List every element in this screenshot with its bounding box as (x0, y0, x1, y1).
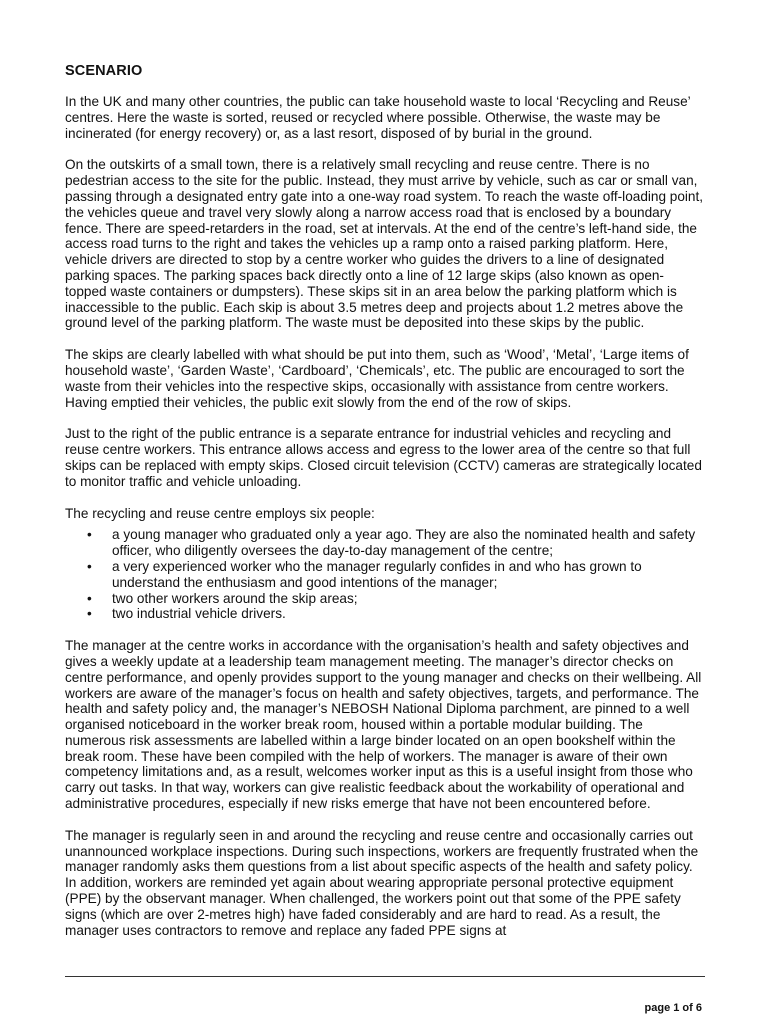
paragraph-manager-objectives: The manager at the centre works in accordance with the organisation’s health and safety objectives and gives a weekly update at a leadership team management meeting. The manager’s director checks on centre performance, and openly provides support to the young manager and checks on their wellbeing. All workers are aware of the manager’s focus on health and safety objectives, targets, and performance. The health and safety policy and, the manager’s NEBOSH National Diploma parchment, are pinned to a well organised noticeboard in the worker break room, housed within a portable modular building. The numerous risk assessments are labelled within a large binder located on an open bookshelf within the break room. These have been compiled with the help of workers. The manager is aware of their own competency limitations and, as a result, welcomes worker input as this is a useful insight from those who carry out tasks. In that way, workers can give realistic feedback about the workability of operational and administrative procedures, especially if new risks emerge that have not been encountered before. (65, 638, 702, 812)
list-item-text: two other workers around the skip areas; (112, 590, 358, 606)
bullet-icon: • (87, 590, 92, 606)
page-number: page 1 of 6 (644, 1002, 702, 1014)
employee-list (65, 527, 705, 622)
list-item (65, 527, 705, 559)
paragraph-intro-uk-recycling: In the UK and many other countries, the public can take household waste to local ‘Recycling and Reuse’ centres. Here the waste is sorted, reused or recycled where possible. Otherwise, the waste may be incinerated (for energy recovery) or, as a last resort, disposed of by burial in the ground. (65, 94, 691, 141)
section-heading: SCENARIO (65, 63, 143, 79)
bullet-icon: • (87, 558, 92, 574)
list-item (65, 591, 705, 607)
paragraph-site-description: On the outskirts of a small town, there is a relatively small recycling and reuse centre. There is no pedestrian access to the site for the public. Instead, they must arrive by vehicle, such as car or small van, passing through a designated entry gate into a one-way road system. To reach the waste off-loading point, the vehicles queue and travel very slowly along a narrow access road that is enclosed by a boundary fence. There are speed-retarders in the road, set at intervals. At the end of the centre’s left-hand side, the access road turns to the right and takes the vehicles up a ramp onto a raised parking platform. Here, vehicle drivers are directed to stop by a centre worker who guides the drivers to a line of designated parking spaces. The parking spaces back directly onto a line of 12 large skips (also known as open-topped waste containers or dumpsters). These skips sit in an area below the parking platform which is inaccessible to the public. Each skip is about 3.5 metres deep and projects about 1.2 metres above the ground level of the parking platform. The waste must be deposited into these skips by the public. (65, 157, 704, 331)
list-item (65, 606, 705, 622)
document-page (65, 62, 705, 954)
footer-divider (65, 976, 705, 977)
list-item-text: a young manager who graduated only a year ago. They are also the nominated health and safety officer, who diligently oversees the day-to-day management of the centre; (112, 527, 696, 559)
list-item-text: a very experienced worker who the manager regularly confides in and who has grown to understand the enthusiasm and good intentions of the manager; (112, 558, 642, 590)
list-item (65, 559, 705, 591)
bullet-icon: • (87, 527, 92, 543)
list-item-text: two industrial vehicle drivers. (112, 606, 286, 622)
paragraph-employees-intro: The recycling and reuse centre employs six people: (65, 505, 375, 521)
paragraph-industrial-entrance: Just to the right of the public entrance is a separate entrance for industrial vehicles and recycling and reuse centre workers. This entrance allows access and egress to the lower area of the centre so that full skips can be replaced with empty skips. Closed circuit television (CCTV) cameras are strategically located to monitor traffic and vehicle unloading. (65, 426, 702, 489)
paragraph-inspections: The manager is regularly seen in and around the recycling and reuse centre and occasionally carries out unannounced workplace inspections. During such inspections, workers are frequently frustrated when the manager randomly asks them questions from a list about specific aspects of the health and safety policy. In addition, workers are reminded yet again about wearing appropriate personal protective equipment (PPE) by the observant manager. When challenged, the workers point out that some of the PPE safety signs (which are over 2-metres high) have faded considerably and are hard to read. As a result, the manager uses contractors to remove and replace any faded PPE signs at (65, 827, 699, 938)
paragraph-skip-labels: The skips are clearly labelled with what should be put into them, such as ‘Wood’, ‘Metal’, ‘Large items of household waste’, ‘Garden Waste’, ‘Cardboard’, ‘Chemicals’, etc. The public are encouraged to sort the waste from their vehicles into the respective skips, occasionally with assistance from centre workers. Having emptied their vehicles, the public exit slowly from the end of the row of skips. (65, 347, 689, 410)
bullet-icon: • (87, 606, 92, 622)
